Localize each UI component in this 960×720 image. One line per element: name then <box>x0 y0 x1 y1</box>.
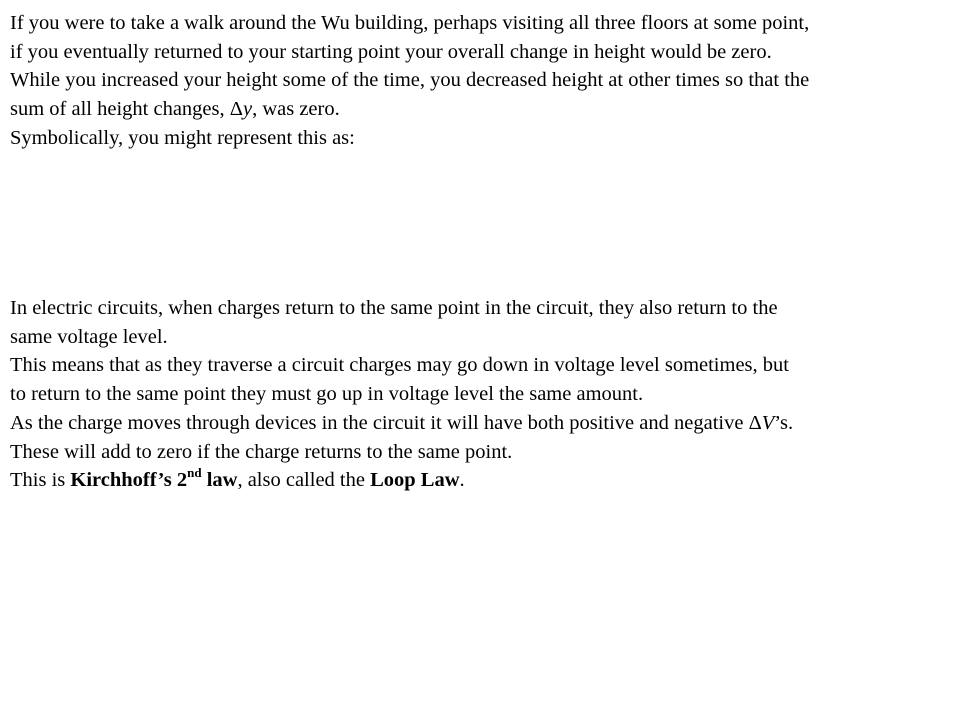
text-segment: As the charge moves through devices in the circuit it will have both positive and negative <box>10 411 749 434</box>
delta-symbol: Δ <box>229 98 243 121</box>
text-line: While you increased your height some of the time, you decreased height at other times so that the <box>10 69 810 92</box>
text-line <box>10 466 955 495</box>
text-segment: , also called the <box>237 469 371 492</box>
law-name <box>70 465 238 492</box>
text-segment: , was zero. <box>252 98 340 121</box>
loop-law-name: Loop Law <box>370 469 460 492</box>
variable-y: y <box>242 98 253 121</box>
text-line: same voltage level. <box>10 325 168 348</box>
text-segment: ’s. <box>774 411 794 434</box>
text-segment: sum of all height changes, <box>10 98 230 121</box>
text-segment: . <box>459 469 465 492</box>
text-line <box>10 95 955 124</box>
text-line: to return to the same point they must go up in voltage level the same amount. <box>10 383 644 406</box>
variable-v: V <box>761 411 775 434</box>
text-line: In electric circuits, when charges return to the same point in the circuit, they also return to the <box>10 297 778 319</box>
circuit-paragraph <box>10 294 955 495</box>
text-line <box>10 409 955 438</box>
law-name-text: Kirchhoff’s 2 <box>70 469 188 492</box>
intro-paragraph <box>10 9 955 153</box>
text-segment: This is <box>10 469 71 492</box>
text-line: Symbolically, you might represent this as: <box>10 126 355 149</box>
ordinal-suffix: nd <box>187 465 202 481</box>
text-line: if you eventually returned to your starting point your overall change in height would be zero. <box>10 40 772 63</box>
text-line: This means that as they traverse a circuit charges may go down in voltage level sometimes, but <box>10 354 789 377</box>
text-line: If you were to take a walk around the Wu building, perhaps visiting all three floors at some point, <box>10 12 810 34</box>
law-name-text: law <box>201 469 238 492</box>
text-line: These will add to zero if the charge returns to the same point. <box>10 440 513 463</box>
delta-symbol: Δ <box>748 411 762 434</box>
